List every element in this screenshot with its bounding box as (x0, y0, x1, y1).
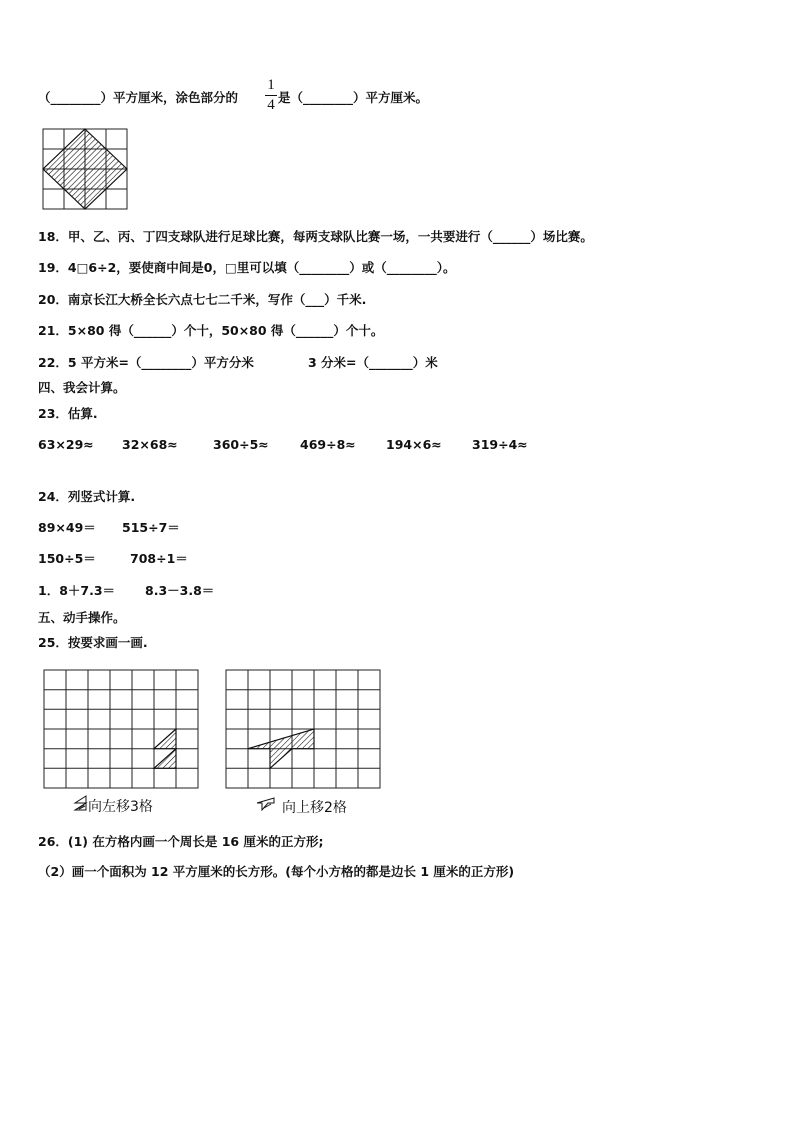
vertical-calc-item: 708÷1＝ (130, 551, 188, 566)
fraction-denominator: 4 (267, 97, 275, 113)
q22-text-a: 22．5 平方米=（________）平方分米 (38, 355, 254, 370)
section-5-heading: 五、动手操作。 (38, 610, 126, 625)
estimate-item: 63×29≈ (38, 437, 94, 452)
vertical-calc-item: 8.3－3.8＝ (145, 583, 215, 598)
vertical-calc-item: 150÷5＝ (38, 551, 96, 566)
estimate-item: 360÷5≈ (213, 437, 269, 452)
q19-text: 19．4□6÷2，要使商中间是0，□里可以填（________）或（________）。 (38, 260, 456, 275)
estimate-item: 319÷4≈ (472, 437, 528, 452)
q17-text-b: 是（________）平方厘米。 (278, 90, 429, 105)
vertical-calc-item: 1．8＋7.3＝ (38, 583, 116, 598)
estimate-item: 469÷8≈ (300, 437, 356, 452)
vertical-calc-item: 89×49＝ (38, 520, 96, 535)
q21-text: 21．5×80 得（______）个十，50×80 得（______）个十。 (38, 323, 384, 338)
q26-part1-text: 26．(1) 在方格内画一个周长是 16 厘米的正方形; (38, 834, 324, 849)
q20-text: 20．南京长江大桥全长六点七七二千米，写作（___）千米. (38, 292, 367, 307)
q18-text: 18．甲、乙、丙、丁四支球队进行足球比赛，每两支球队比赛一场，一共要进行（______）场比赛。 (38, 229, 593, 244)
shaded-shape-left (154, 729, 176, 768)
caption-move-left: 向左移3格 (88, 799, 153, 815)
caption-move-up: 向上移2格 (282, 800, 347, 816)
q25-text: 25．按要求画一画. (38, 635, 148, 650)
shaded-boat-shape (248, 729, 314, 768)
fraction-numerator: 1 (267, 77, 275, 93)
boat-shape-icon (256, 797, 282, 811)
left-move-grid (42, 668, 202, 792)
fraction-bar (265, 95, 277, 96)
q26-part2-text: （2）画一个面积为 12 平方厘米的长方形。(每个小方格的都是边长 1 厘米的正方形) (38, 864, 515, 879)
q17-text-a: （________）平方厘米，涂色部分的 (38, 90, 239, 105)
vertical-calc-item: 515÷7＝ (122, 520, 180, 535)
q17-grid-figure (40, 126, 130, 212)
estimate-item: 194×6≈ (386, 437, 442, 452)
q24-text: 24．列竖式计算. (38, 489, 136, 504)
estimate-item: 32×68≈ (122, 437, 178, 452)
right-move-grid (224, 668, 384, 792)
q22-text-b: 3 分米=（_______）米 (308, 355, 438, 370)
q23-text: 23．估算. (38, 406, 98, 421)
section-4-heading: 四、我会计算。 (38, 380, 126, 395)
shaded-diamond (43, 129, 127, 209)
